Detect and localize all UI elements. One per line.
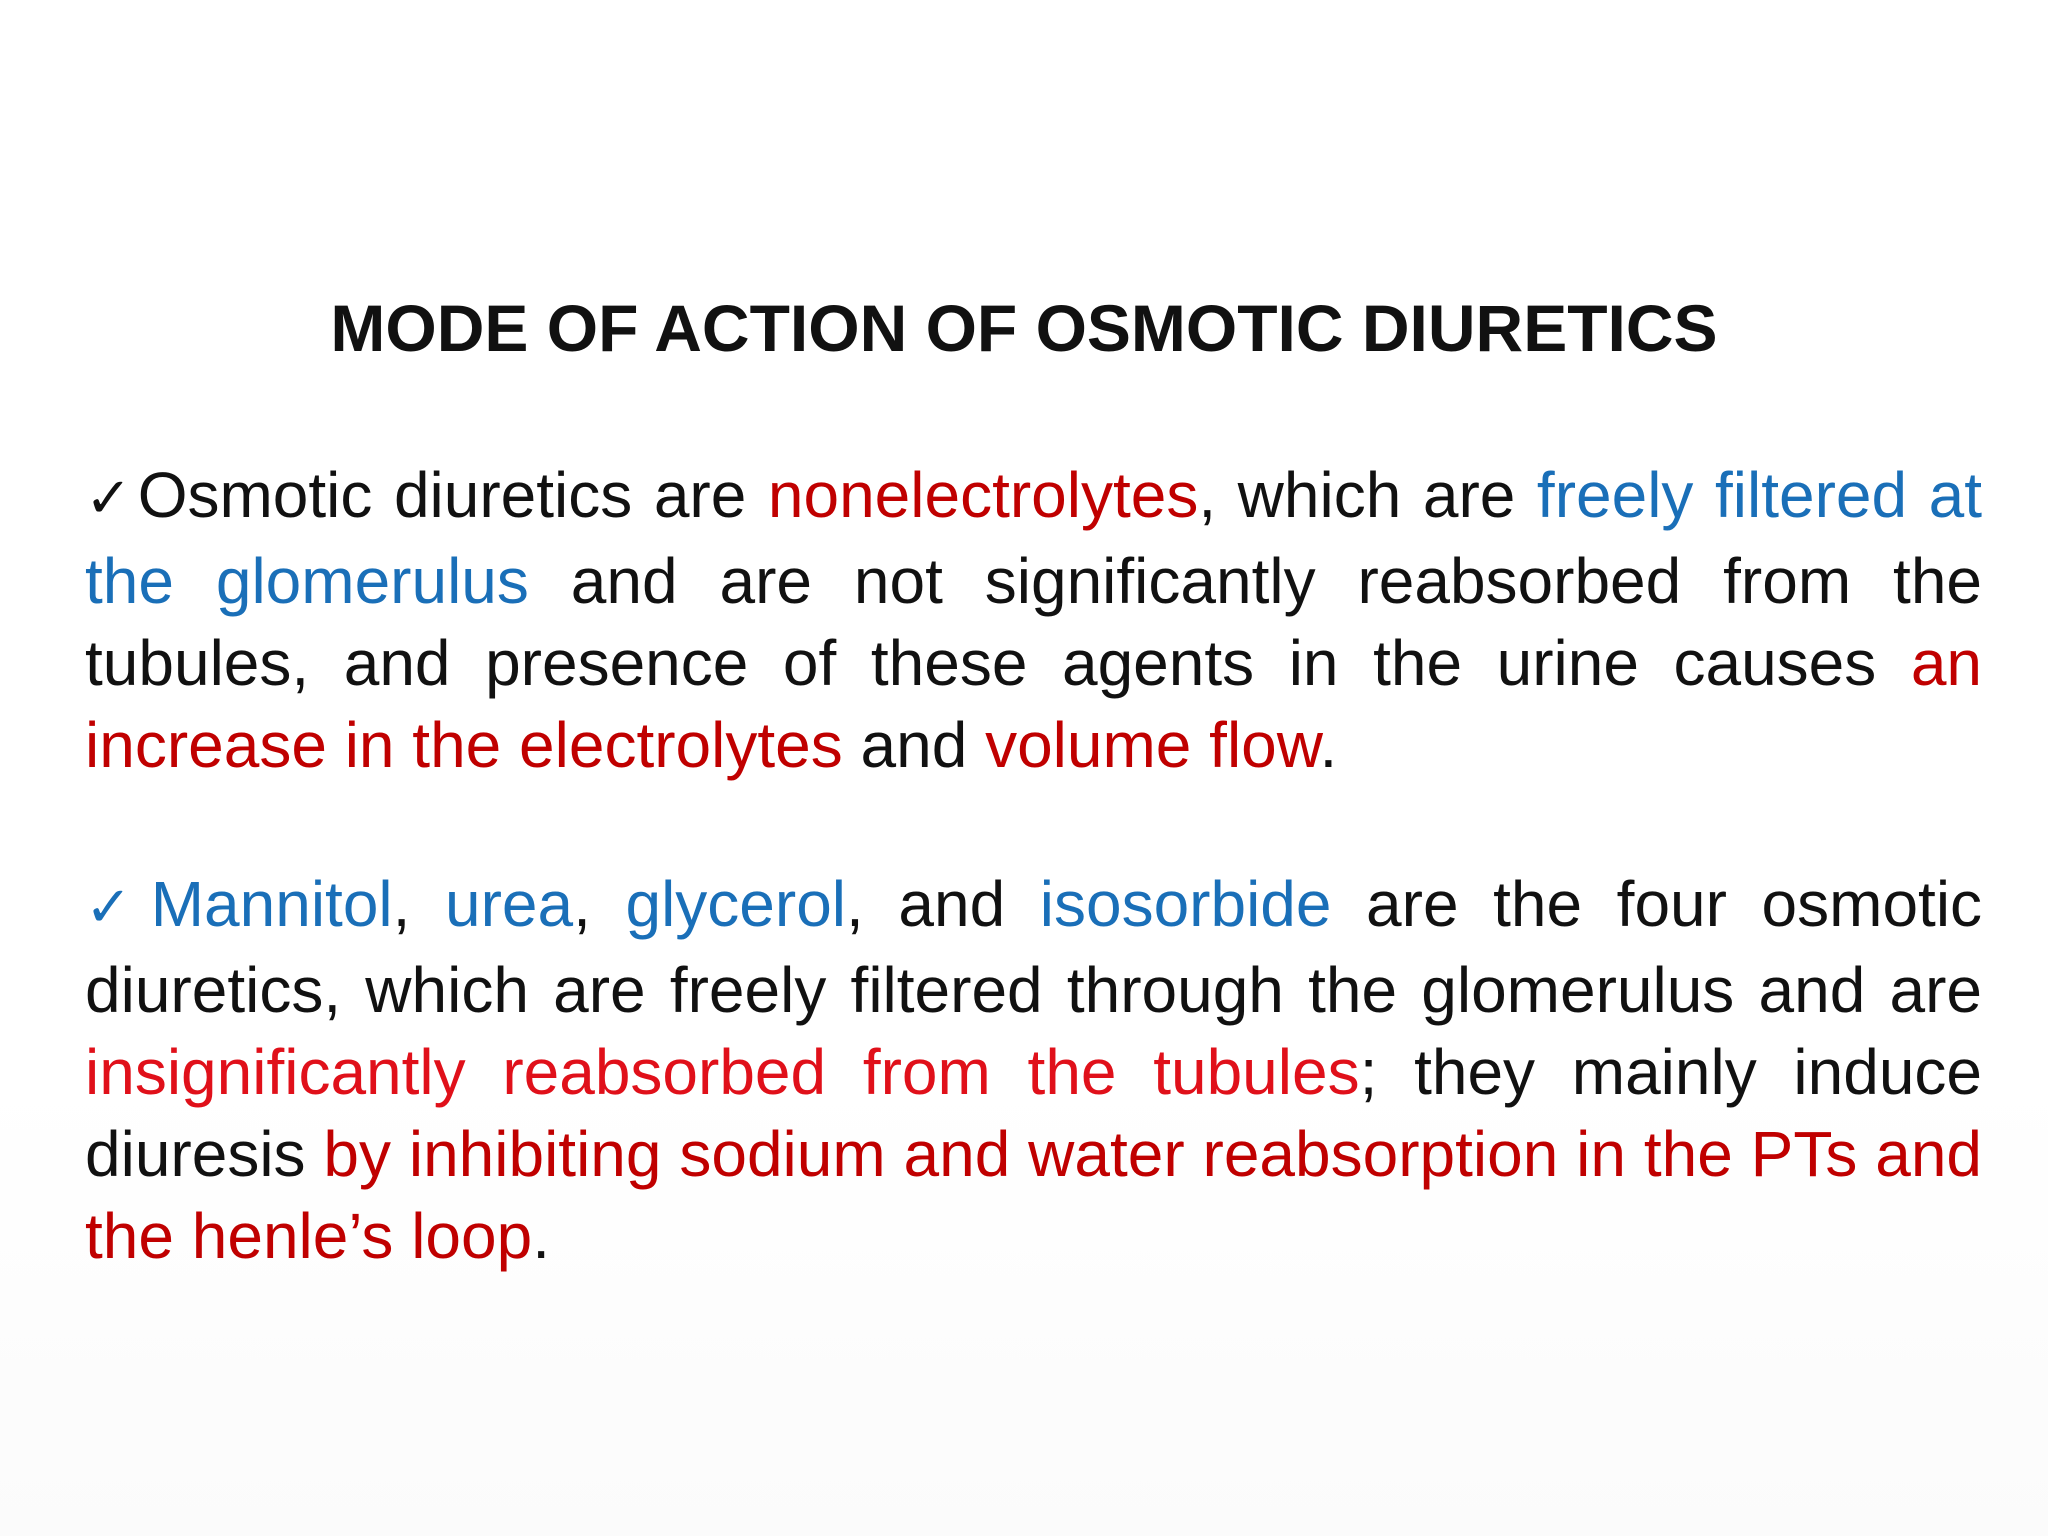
bullet1-text-5: . bbox=[1319, 709, 1338, 781]
bullet2-highlight-insignificantly: insignificantly reabsorbed from the tubules bbox=[85, 1036, 1360, 1108]
bullet-paragraph-1 bbox=[85, 454, 1982, 786]
bullet2-text-3: , and bbox=[846, 868, 1040, 940]
bullet2-text-5: ; they mainly induce diuresis bbox=[85, 1036, 1983, 1190]
checkmark-icon: ✓ bbox=[85, 875, 149, 940]
bullet2-text-4: are the four osmotic diuretics, which are freely filtered through the glomerulus and are bbox=[85, 868, 1983, 1026]
bullet2-text-2: , bbox=[573, 868, 626, 940]
bullet2-highlight-glycerol: glycerol bbox=[625, 868, 847, 940]
bullet1-text-4: and bbox=[842, 709, 986, 781]
bullet2-highlight-urea: urea bbox=[445, 868, 574, 940]
bullet2-highlight-inhibiting: by inhibiting sodium and water reabsorption in the PTs and the henle’s loop bbox=[85, 1118, 1983, 1272]
bullet2-text-1: , bbox=[392, 868, 446, 940]
bullet1-highlight-filtered: freely filtered at the glomerulus bbox=[85, 459, 1983, 617]
bullet1-highlight-volume-flow: volume flow bbox=[985, 709, 1320, 781]
bullet1-text-1: Osmotic diuretics are bbox=[137, 459, 768, 531]
bullet2-highlight-isosorbide: isosorbide bbox=[1039, 868, 1332, 940]
bullet1-text-3: and are not significantly reabsorbed from the tubules, and presence of these agents in the urine causes bbox=[85, 545, 1983, 699]
bullet-paragraph-2 bbox=[85, 863, 1982, 1277]
checkmark-icon: ✓ bbox=[85, 466, 136, 531]
bullet1-text-2: , which are bbox=[1198, 459, 1537, 531]
bullet2-highlight-mannitol: Mannitol bbox=[150, 868, 393, 940]
bullet1-highlight-electrolytes: an increase in the electrolytes bbox=[85, 627, 1982, 781]
bullet1-highlight-nonelectrolytes: nonelectrolytes bbox=[767, 459, 1199, 531]
slide-title: MODE OF ACTION OF OSMOTIC DIURETICS bbox=[330, 291, 1718, 365]
bullet2-text-6: . bbox=[532, 1200, 550, 1272]
